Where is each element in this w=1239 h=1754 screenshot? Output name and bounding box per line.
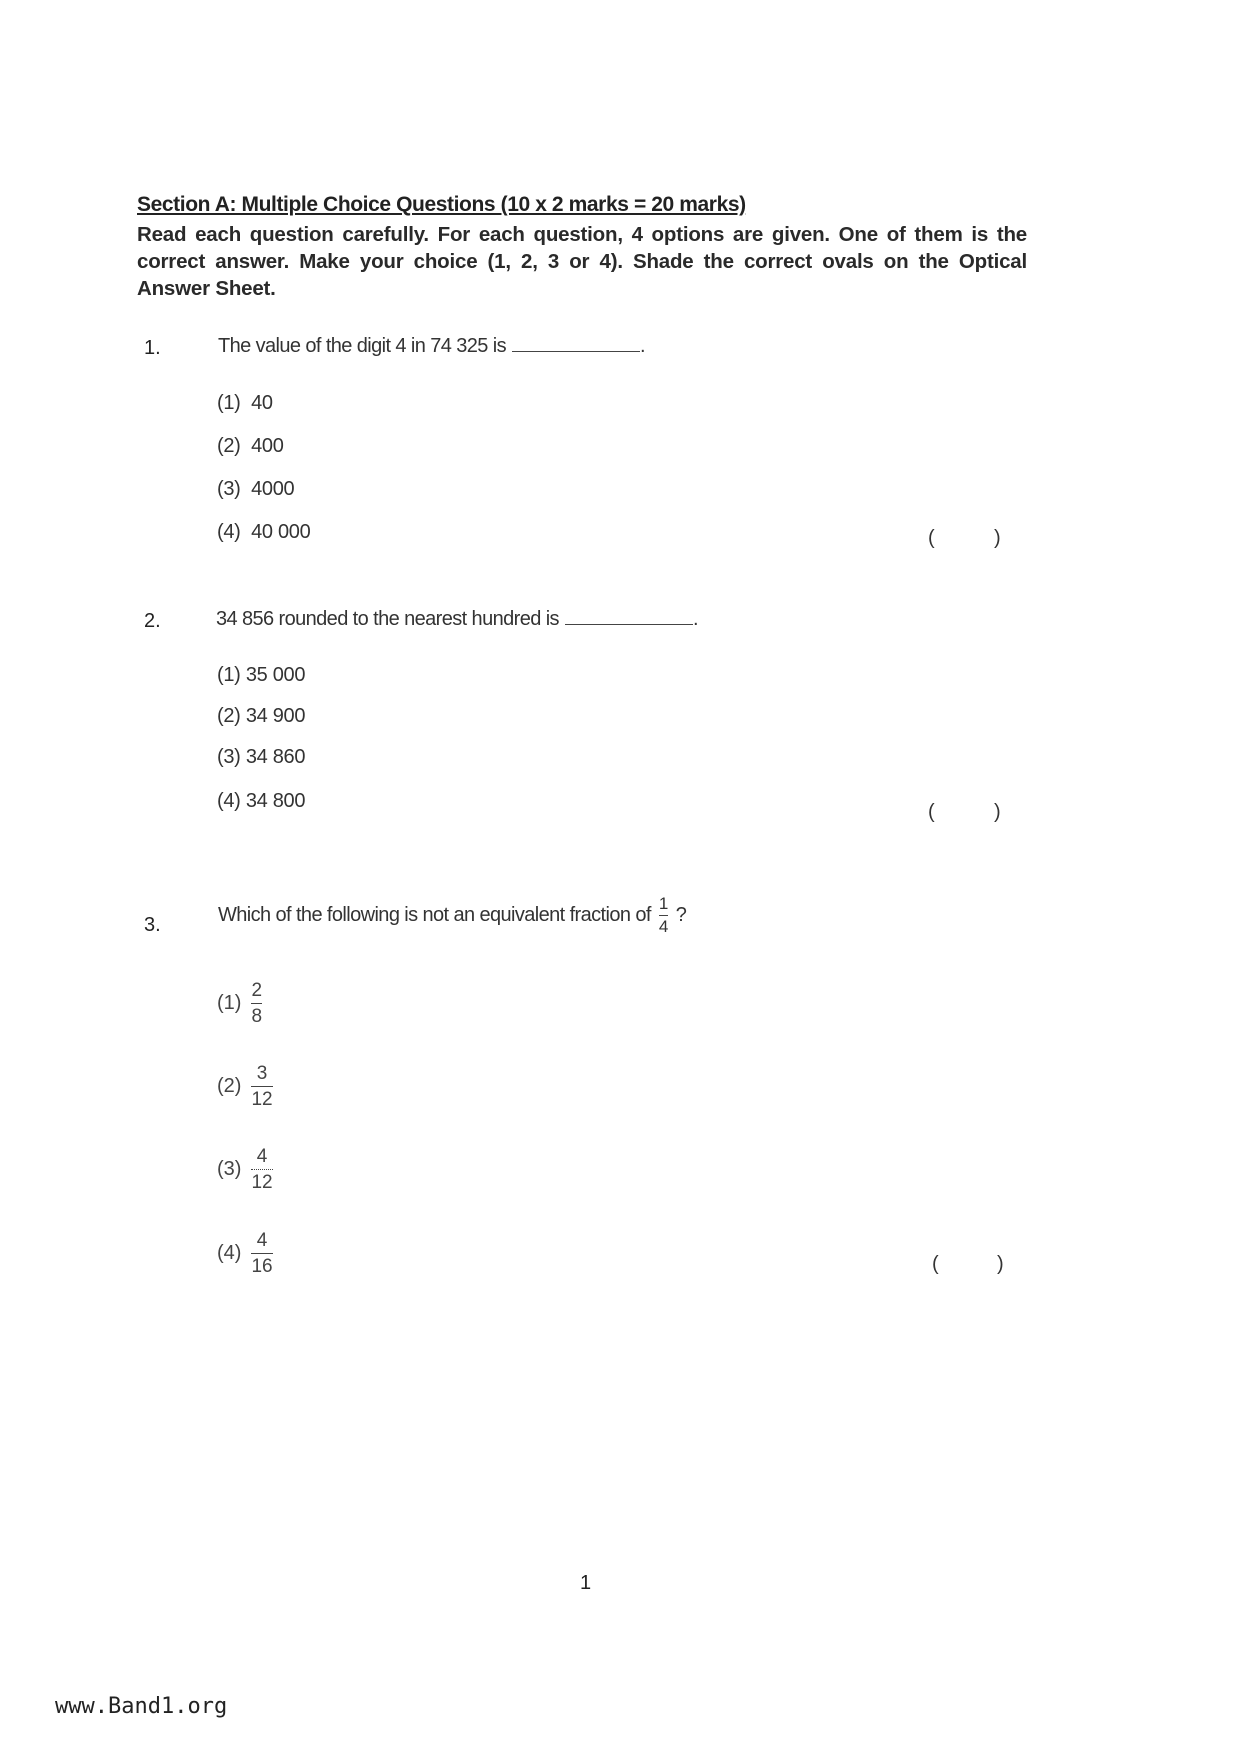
q1-option-2: (2) 400 xyxy=(217,435,284,457)
fraction: $\frac{4}{16}$ xyxy=(251,1230,273,1277)
q3-option-4: (4) $\frac{4}{16}$ xyxy=(217,1230,273,1277)
q1-answer-bracket-open: ( xyxy=(928,527,935,549)
fraction: $\frac{4}{12}$ xyxy=(251,1146,273,1193)
question-1-text xyxy=(218,335,645,358)
question-text: Which of the following is not an equivalent fraction of xyxy=(218,903,651,926)
q2-option-3: (3) 34 860 xyxy=(217,746,306,768)
question-3-text xyxy=(218,895,686,936)
q2-answer-bracket-close: ) xyxy=(994,801,1001,823)
q3-option-3: (3) $\frac{4}{12}$ xyxy=(217,1146,273,1193)
q3-option-2: (2) $\frac{3}{12}$ xyxy=(217,1063,273,1110)
q2-option-4: (4) 34 800 xyxy=(217,790,306,812)
question-1-number: 1. xyxy=(144,337,161,359)
fraction: $\frac{3}{12}$ xyxy=(251,1063,273,1110)
q2-option-1: (1) 35 000 xyxy=(217,664,306,686)
section-heading: Section A: Multiple Choice Questions (10 x 2 marks = 20 marks) xyxy=(137,193,746,216)
q1-answer-bracket-close: ) xyxy=(994,527,1001,549)
fraction-one-quarter: $\frac{1}{4}$ xyxy=(658,894,668,936)
q1-option-4: (4) 40 000 xyxy=(217,521,311,543)
footer-url: www.Band1.org xyxy=(55,1694,228,1719)
question-text: 34 856 rounded to the nearest hundred is xyxy=(216,608,559,630)
q3-option-1: (1) $\frac{2}{8}$ xyxy=(217,980,263,1027)
answer-blank xyxy=(565,608,693,625)
question-end: ? xyxy=(675,903,687,926)
q3-answer-bracket-close: ) xyxy=(997,1253,1004,1275)
page-number: 1 xyxy=(580,1572,592,1594)
section-instructions: Read each question carefully. For each question, 4 options are given. One of them is the correct answer. Make your choice (1, 2, 3 or 4). Shade the correct ovals on the Optical Answer Sheet. xyxy=(137,223,1027,300)
question-end: . xyxy=(640,335,645,357)
q2-option-2: (2) 34 900 xyxy=(217,705,306,727)
question-2-text xyxy=(216,608,698,631)
q1-option-1: (1) 40 xyxy=(217,392,273,414)
q3-answer-bracket-open: ( xyxy=(932,1253,939,1275)
q2-answer-bracket-open: ( xyxy=(928,801,935,823)
fraction: $\frac{2}{8}$ xyxy=(251,980,263,1027)
question-2-number: 2. xyxy=(144,610,161,632)
question-text: The value of the digit 4 in 74 325 is xyxy=(218,335,507,357)
answer-blank xyxy=(512,335,640,352)
question-3-number: 3. xyxy=(144,914,161,936)
q1-option-3: (3) 4000 xyxy=(217,478,295,500)
question-end: . xyxy=(692,608,698,630)
